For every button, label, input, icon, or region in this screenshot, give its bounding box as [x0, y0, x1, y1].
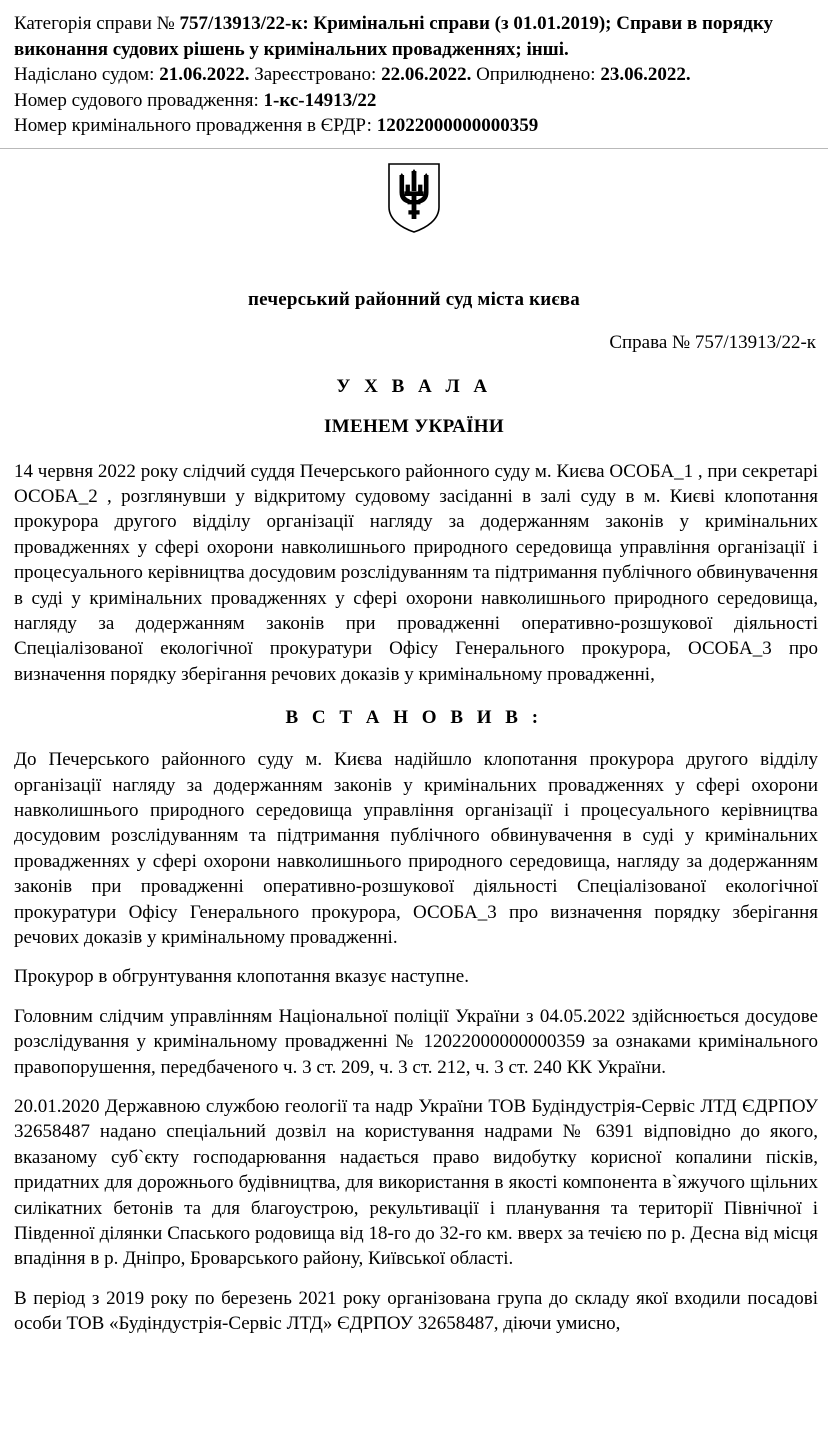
- ukrainian-trident-icon: [388, 163, 440, 233]
- paragraph: 20.01.2020 Державною службою геології та надр України ТОВ Будіндустрія-Сервіс ЛТД ЄДРПОУ 32658487 надано спеціальний дозвіл на користування надрами № 6391 відповідно до якого, вказаному суб`єкту господарювання надається право видобутку корисної копалини пісків, придатних для дорожнього будівництва, для використання в якості компонента в`яжучого щільних силікатних бетонів та для благоустрою, рекультивації і планування та території Північної і Південної ділянки Спаського родовища від 18-го до 32-го км. вверх за течією по р. Десна від місця впадіння в р. Дніпро, Броварського району, Київської області.: [14, 1096, 818, 1270]
- published-value: 23.06.2022.: [600, 64, 691, 85]
- category-label: Категорія справи №: [14, 13, 180, 34]
- document-body: [0, 459, 828, 688]
- category-case-number: 757/13913/22-к: [179, 13, 303, 34]
- category-value: : Кримінальні справи (з 01.01.2019); Справи в порядку виконання судових рішень у кримінальних провадженнях; інші.: [14, 13, 774, 60]
- paragraph: Головним слідчим управлінням Національної поліції України з 04.05.2022 здійснюється досудове розслідування у кримінальному провадженні № 12022000000000359 за ознаками кримінального правопорушення, передбаченого ч. 3 ст. 209, ч. 3 ст. 212, ч. 3 ст. 240 КК України.: [14, 1005, 818, 1078]
- court-name: печерський районний суд міста києва: [248, 288, 580, 310]
- paragraph: До Печерського районного суду м. Києва надійшло клопотання прокурора другого відділу організації нагляду за додержанням законів у кримінальних провадженнях у сфері охорони навколишнього природного середовища управління організації і процесуального керівництва досудовим розслідуванням та підтримання публічного обвинувачення в суді у кримінальних провадженнях у сфері охорони навколишнього природного середовища, нагляду за додержанням законів при провадженні оперативно-розшукової діяльності Спеціалізованої екологічної прокуратури Офісу Генерального прокурора, ОСОБА_3 про визначення порядку зберігання речових доказів у кримінальному провадженні.: [14, 749, 818, 948]
- erdr-value: 12022000000000359: [376, 115, 539, 136]
- sent-label: Надіслано судом:: [14, 64, 160, 85]
- established-heading: В С Т А Н О В И В :: [285, 707, 543, 729]
- paragraph: 14 червня 2022 року слідчий суддя Печерського районного суду м. Києва ОСОБА_1 , при секретарі ОСОБА_2 , розглянувши у відкритому судовому засіданні в залі суду в м. Києві клопотання прокурора другого відділу організації нагляду за додержанням законів у кримінальних провадженнях у сфері охорони навколишнього природного середовища управління організації і процесуального керівництва досудовим розслідуванням та підтримання публічного обвинувачення в суді у кримінальних провадженнях у сфері охорони навколишнього природного середовища, нагляду за додержанням законів при провадженні оперативно-розшукової діяльності Спеціалізованої екологічної прокуратури Офісу Генерального прокурора, ОСОБА_3 про визначення порядку зберігання речових доказів у кримінальному провадженні,: [14, 460, 818, 685]
- paragraph: В період з 2019 року по березень 2021 року організована група до складу якої входили посадові особи ТОВ «Будіндустрія-Сервіс ЛТД» ЄДРПОУ 32658487, діючи умисно,: [14, 1287, 818, 1335]
- case-number: Справа № 757/13913/22-к: [609, 331, 816, 353]
- document-body-continued: [0, 747, 828, 1337]
- emblem-container: [0, 163, 828, 235]
- metadata-category: [14, 11, 816, 62]
- erdr-label: Номер кримінального провадження в ЄРДР:: [14, 115, 377, 136]
- registered-value: 22.06.2022.: [381, 64, 472, 85]
- header-divider: [0, 148, 828, 149]
- metadata-dates: [14, 62, 816, 88]
- metadata-erdr-number: [14, 113, 816, 139]
- sent-value: 21.06.2022.: [159, 64, 250, 85]
- paragraph: Прокурор в обгрунтування клопотання вказує наступне.: [14, 966, 469, 988]
- published-label: Оприлюднено:: [471, 64, 601, 85]
- document-metadata: [0, 0, 828, 139]
- document-type-heading: У Х В А Л А: [336, 375, 492, 397]
- registered-label: Зареєстровано:: [249, 64, 382, 85]
- in-name-of-ukraine-heading: ІМЕНЕМ УКРАЇНИ: [324, 415, 504, 437]
- proceeding-value: 1-кс-14913/22: [263, 89, 377, 111]
- metadata-proceeding-number: [14, 88, 816, 114]
- proceeding-label: Номер судового провадження:: [14, 89, 264, 111]
